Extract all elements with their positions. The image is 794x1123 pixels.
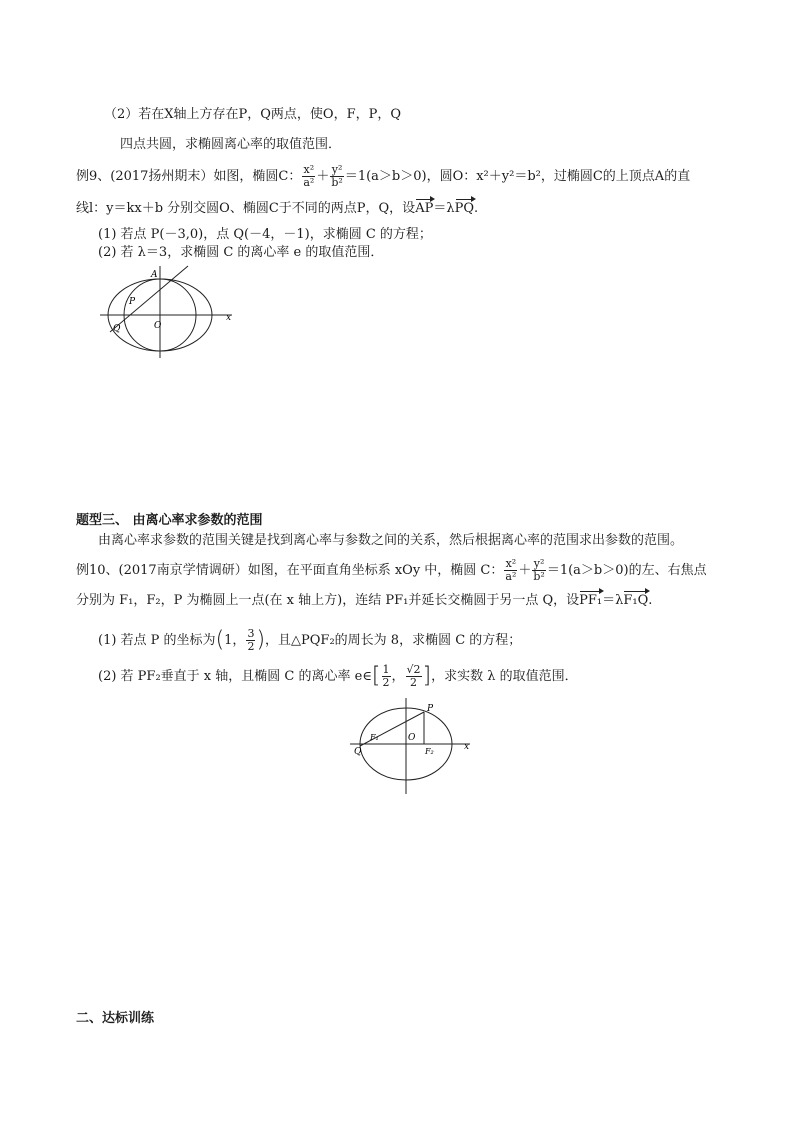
ex9-frac-x: $\frac{\text{x²}}{\text{a²}}$ [303,163,315,189]
label-a: A [151,270,158,280]
section2-title: 二、达标训练 [76,1011,155,1026]
ex10-statement-line2: 分别为 F₁，F₂，P 为椭圆上一点(在 x 轴上方)，连结 PF₁并延长交椭圆于另一点 Q，设PF₁＝λF₁Q. [76,593,653,608]
ex10-statement-line1: 例10、(2017南京学情调研）如图，在平面直角坐标系 xOy 中，椭圆 C： $\frac{\text{x²}}{\text{a²}}$ ＋ $\frac{\text{y²}}{\text{b²}}$ ＝1(a＞b＞0)的左、右焦点 [76,557,707,583]
label-o: O [408,733,416,743]
vector-pq: PQ [454,201,474,216]
vector-pf1: PF₁ [579,593,603,608]
vector-ap: AP [415,201,434,216]
ex10-prefix: 例10、(2017南京学情调研）如图，在平面直角坐标系 xOy 中，椭圆 C： [76,563,504,578]
ex10-frac-half: $\frac{1}{2}$ [382,663,390,689]
ex10-part2: (2) 若 PF₂垂直于 x 轴，且椭圆 C 的离心率 e∈[ $\frac{1}{2}$ ， $\frac{√2}{2}$ ]，求实数 λ 的取值范围． [98,663,578,689]
ex9-part2: (2) 若 λ＝3，求椭圆 C 的离心率 e 的取值范围． [98,245,384,260]
ex9-statement-line2: 线l：y＝kx＋b 分别交圆O、椭圆C于不同的两点P，Q，设AP＝λPQ. [76,201,479,216]
label-p: P [427,704,434,714]
q2-line2: 四点共圆，求椭圆离心率的取值范围． [120,137,342,152]
ex10-frac-3-2: $\frac{3}{2}$ [247,627,255,653]
label-f1: F₁ [370,733,379,742]
ex10-frac-y: $\frac{\text{y²}}{\text{b²}}$ [533,557,545,583]
ex10-frac-x: $\frac{\text{x²}}{\text{a²}}$ [505,557,517,583]
type3-description: 由离心率求参数的范围关键是找到离心率与参数之间的关系，然后根据离心率的范围求出参数的范围。 [98,533,684,548]
ex10-figure [348,694,474,798]
label-q: Q [113,324,121,334]
ex9-part1: (1) 若点 P(－3,0)，点 Q(－4，－1)，求椭圆 C 的方程； [98,227,432,242]
ex10-condition: ＝1(a＞b＞0)的左、右焦点 [546,563,707,578]
label-x: x [226,313,232,323]
ex10-frac-sqrt2-2: $\frac{√2}{2}$ [406,663,421,689]
label-f2: F₂ [425,747,434,756]
ex9-statement-line1: 例9、(2017扬州期末）如图，椭圆C： $\frac{\text{x²}}{\text{a²}}$ ＋ $\frac{\text{y²}}{\text{b²}}$ ＝1(a＞b＞0)，圆O：x²＋y²＝b²，过椭圆C的上顶点A的直 [76,163,691,189]
vector-f1q: F₁Q [623,593,649,608]
ex10-part1: (1) 若点 P 的坐标为(1， $\frac{3}{2}$ )，且△PQF₂的周长为 8，求椭圆 C 的方程； [98,627,522,653]
type3-title: 题型三、 由离心率求参数的范围 [76,513,263,528]
label-x: x [464,742,470,752]
label-q: Q [354,747,362,757]
label-o: O [154,321,162,331]
label-p: P [129,297,136,307]
line-l [110,266,188,332]
ex9-condition: ＝1(a＞b＞0)，圆O：x²＋y²＝b²，过椭圆C的上顶点A的直 [344,169,691,184]
q2-line1: （2）若在X轴上方存在P，Q两点，使O，F，P，Q [104,107,402,122]
ex9-prefix: 例9、(2017扬州期末）如图，椭圆C： [76,169,302,184]
ex9-figure [96,258,238,368]
ex9-frac-y: $\frac{\text{y²}}{\text{b²}}$ [331,163,343,189]
